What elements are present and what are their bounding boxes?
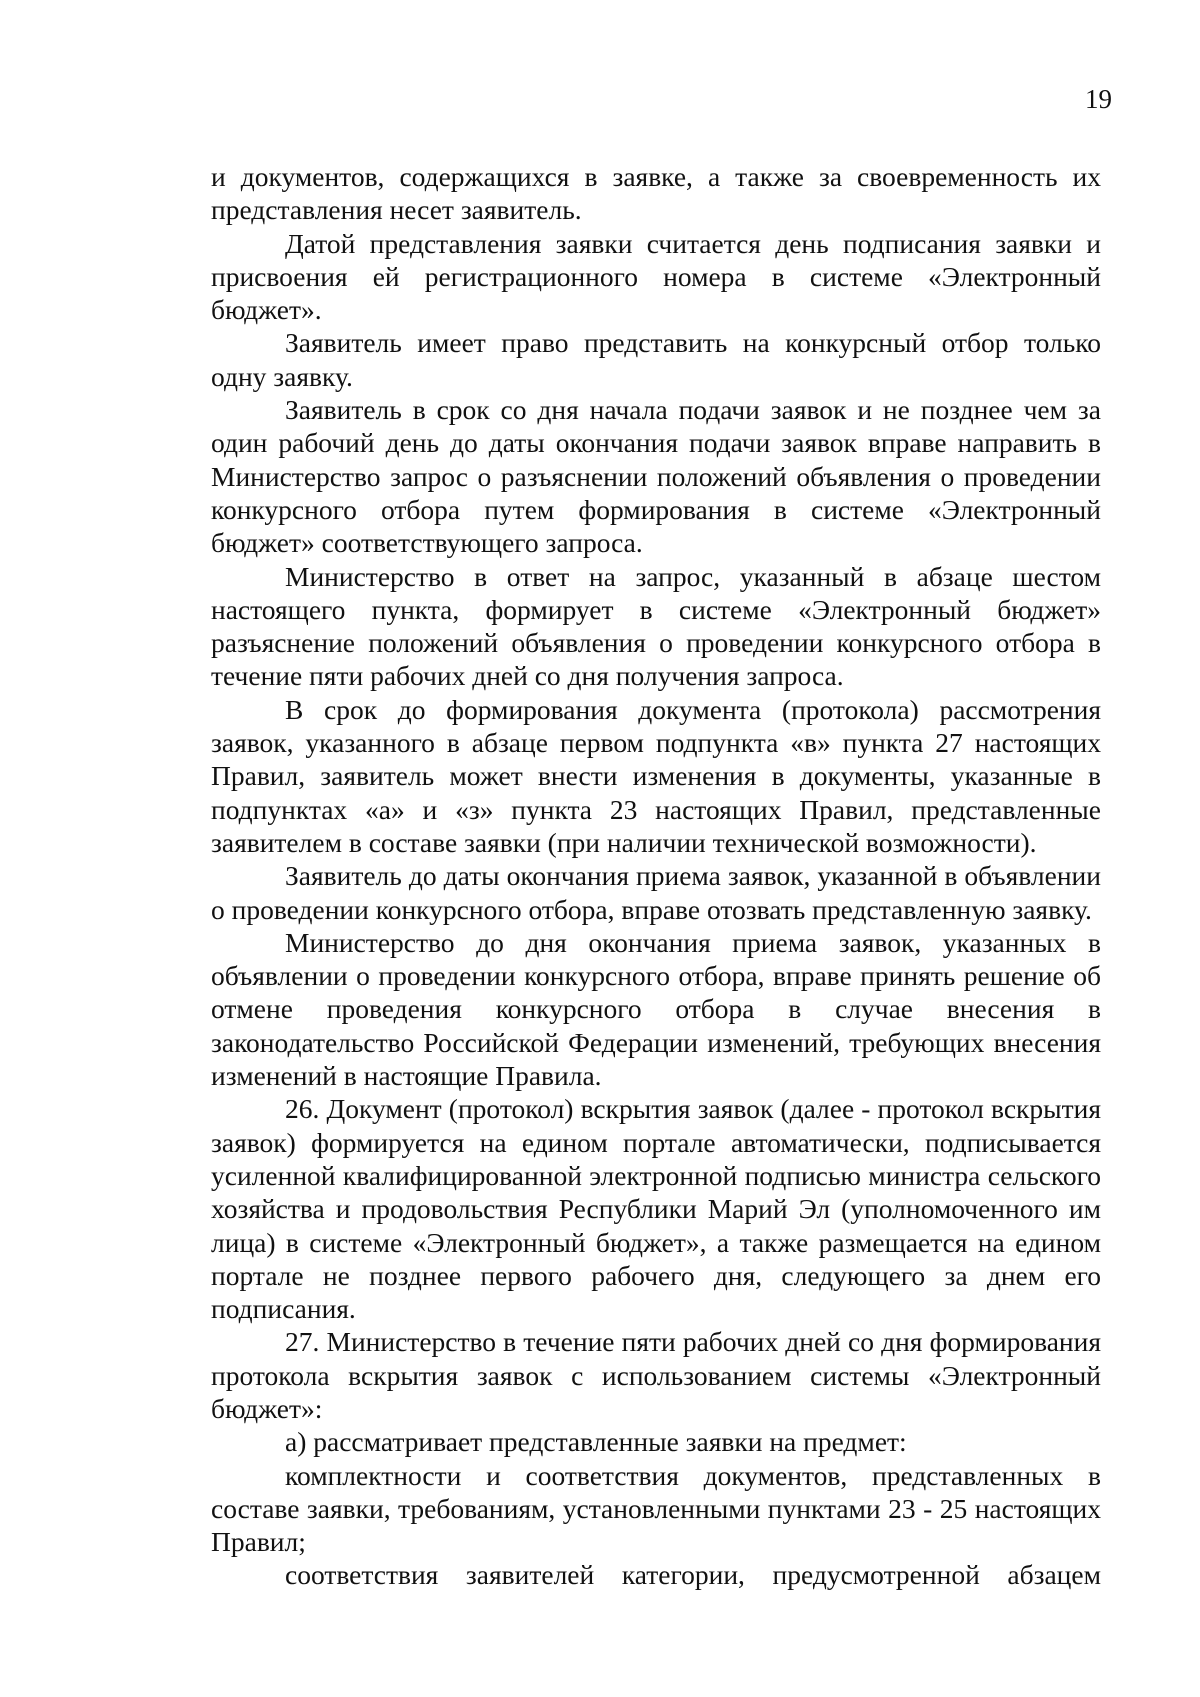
paragraph-item-27: 27. Министерство в течение пяти рабочих дней со дня формирования протокола вскрытия заявок с использованием системы «Электронный бюджет»: [211,1326,1101,1424]
paragraph-single-application: Заявитель имеет право представить на конкурсный отбор только одну заявку. [211,327,1101,392]
paragraph-submission-date: Датой представления заявки считается день подписания заявки и присвоения ей регистрационного номера в системе «Электронный бюджет». [211,227,1101,326]
document-body [211,160,1101,1592]
paragraph-completeness: комплектности и соответствия документов, представленных в составе заявки, требованиям, установленными пунктами 23 - 25 настоящих Правил; [211,1459,1101,1558]
paragraph-selection-cancellation: Министерство до дня окончания приема заявок, указанных в объявлении о проведении конкурсного отбора, вправе принять решение об отмене проведения конкурсного отбора в случае внесения в законодательство Российской Федерации изменений, требующих внесения изменений в настоящие Правила. [211,926,1101,1092]
paragraph-applicant-category: соответствия заявителей категории, предусмотренной абзацем [285,1559,1101,1591]
paragraph-continuation: и документов, содержащихся в заявке, а также за своевременность их представления несет заявитель. [211,161,1101,226]
paragraph-ministry-response: Министерство в ответ на запрос, указанный в абзаце шестом настоящего пункта, формирует в системе «Электронный бюджет» разъяснение положений объявления о проведении конкурсного отбора в течение пяти рабочих дней со дня получения запроса. [211,560,1101,692]
paragraph-application-withdrawal: Заявитель до даты окончания приема заявок, указанной в объявлении о проведении конкурсного отбора, вправе отозвать представленную заявку. [211,860,1101,925]
paragraph-application-changes: В срок до формирования документа (протокола) рассмотрения заявок, указанного в абзаце первом подпункта «в» пункта 27 настоящих Правил, заявитель может внести изменения в документы, указанные в подпунктах «а» и «з» пункта 23 настоящих Правил, представленные заявителем в составе заявки (при наличии технической возможности). [211,693,1101,858]
paragraph-clarification-request: Заявитель в срок со дня начала подачи заявок и не позднее чем за один рабочий день до даты окончания подачи заявок вправе направить в Министерство запрос о разъяснении положений объявления о проведении конкурсного отбора путем формирования в системе «Электронный бюджет» соответствующего запроса. [211,394,1101,559]
paragraph-subitem-a: а) рассматривает представленные заявки на предмет: [285,1426,907,1458]
paragraph-item-26: 26. Документ (протокол) вскрытия заявок (далее - протокол вскрытия заявок) формируется на едином портале автоматически, подписывается усиленной квалифицированной электронной подписью министра сельского хозяйства и продовольствия Республики Марий Эл (уполномоченного им лица) в системе «Электронный бюджет», а также размещается на едином портале не позднее первого рабочего дня, следующего за днем его подписания. [211,1093,1101,1325]
page-number: 19 [1085,84,1112,114]
